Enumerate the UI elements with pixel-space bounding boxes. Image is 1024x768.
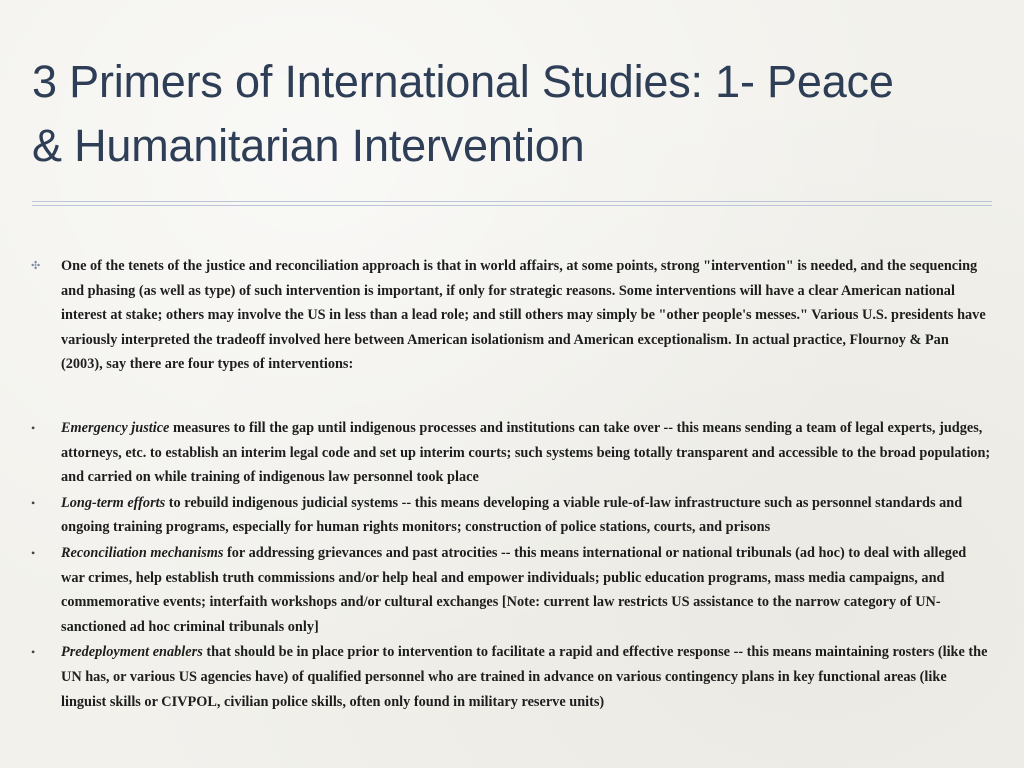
bullet-dot-icon: • (31, 645, 36, 660)
slide-title-line-2: & Humanitarian Intervention (32, 120, 585, 171)
slide-body (31, 254, 991, 715)
list-item (31, 416, 991, 490)
list-item (31, 541, 991, 639)
flower-bullet-icon: ✣ (31, 260, 41, 272)
item-text: for addressing grievances and past atrocities -- this means international or national tribunals (ad hoc) to deal with alleged war crimes, help establish truth commissions and/or help heal and empower individuals; public education programs, mass media campaigns, and commemorative events; interfaith workshops and/or cultural exchanges [Note: current law restricts US assistance to the narrow category of UN-sanctioned ad hoc criminal tribunals only] (61, 544, 967, 635)
intervention-types-list (31, 416, 991, 714)
list-item (31, 640, 991, 714)
item-term: Predeployment enablers (61, 644, 203, 661)
item-term: Reconciliation mechanisms (61, 544, 224, 561)
item-text: that should be in place prior to intervention to facilitate a rapid and effective response -- this means maintaining rosters (like the UN has, or various US agencies have) of qualified personnel who are trained in advance on various contingency plans in key functional areas (like linguist skills or CIVPOL, civilian police skills, often only found in military reserve units) (61, 644, 988, 710)
intro-text: One of the tenets of the justice and reconciliation approach is that in world affairs, at some points, strong "intervention" is needed, and the sequencing and phasing (as well as type) of such intervention is important, if only for strategic reasons. Some interventions will have a clear American national interest at stake; others may involve the US in less than a lead role; and still others may simply be "other people's messes." Various U.S. presidents have variously interpreted the tradeoff involved here between American isolationism and American exceptionalism. In actual practice, Flournoy & Pan (2003), say there are four types of interventions: (61, 258, 986, 373)
bullet-dot-icon: • (31, 420, 36, 435)
bullet-dot-icon: • (31, 495, 36, 510)
item-term: Long-term efforts (61, 494, 166, 511)
item-text: to rebuild indigenous judicial systems -- this means developing a viable rule-of-law infrastructure such as personnel standards and ongoing training programs, especially for human rights monitors; construction of police stations, courts, and prisons (61, 494, 963, 536)
bullet-dot-icon: • (31, 545, 36, 560)
item-text: measures to fill the gap until indigenous processes and institutions can take over -- this means sending a team of legal experts, judges, attorneys, etc. to establish an interim legal code and set up interim courts; such systems being totally transparent and accessible to the broad population; and carried on while training of indigenous law personnel took place (61, 419, 991, 486)
item-term: Emergency justice (61, 419, 170, 436)
slide-title (32, 50, 992, 178)
title-divider (32, 201, 992, 206)
slide-title-line-1: 3 Primers of International Studies: 1- Peace (32, 56, 894, 107)
intro-paragraph (31, 254, 991, 377)
list-item (31, 491, 991, 540)
